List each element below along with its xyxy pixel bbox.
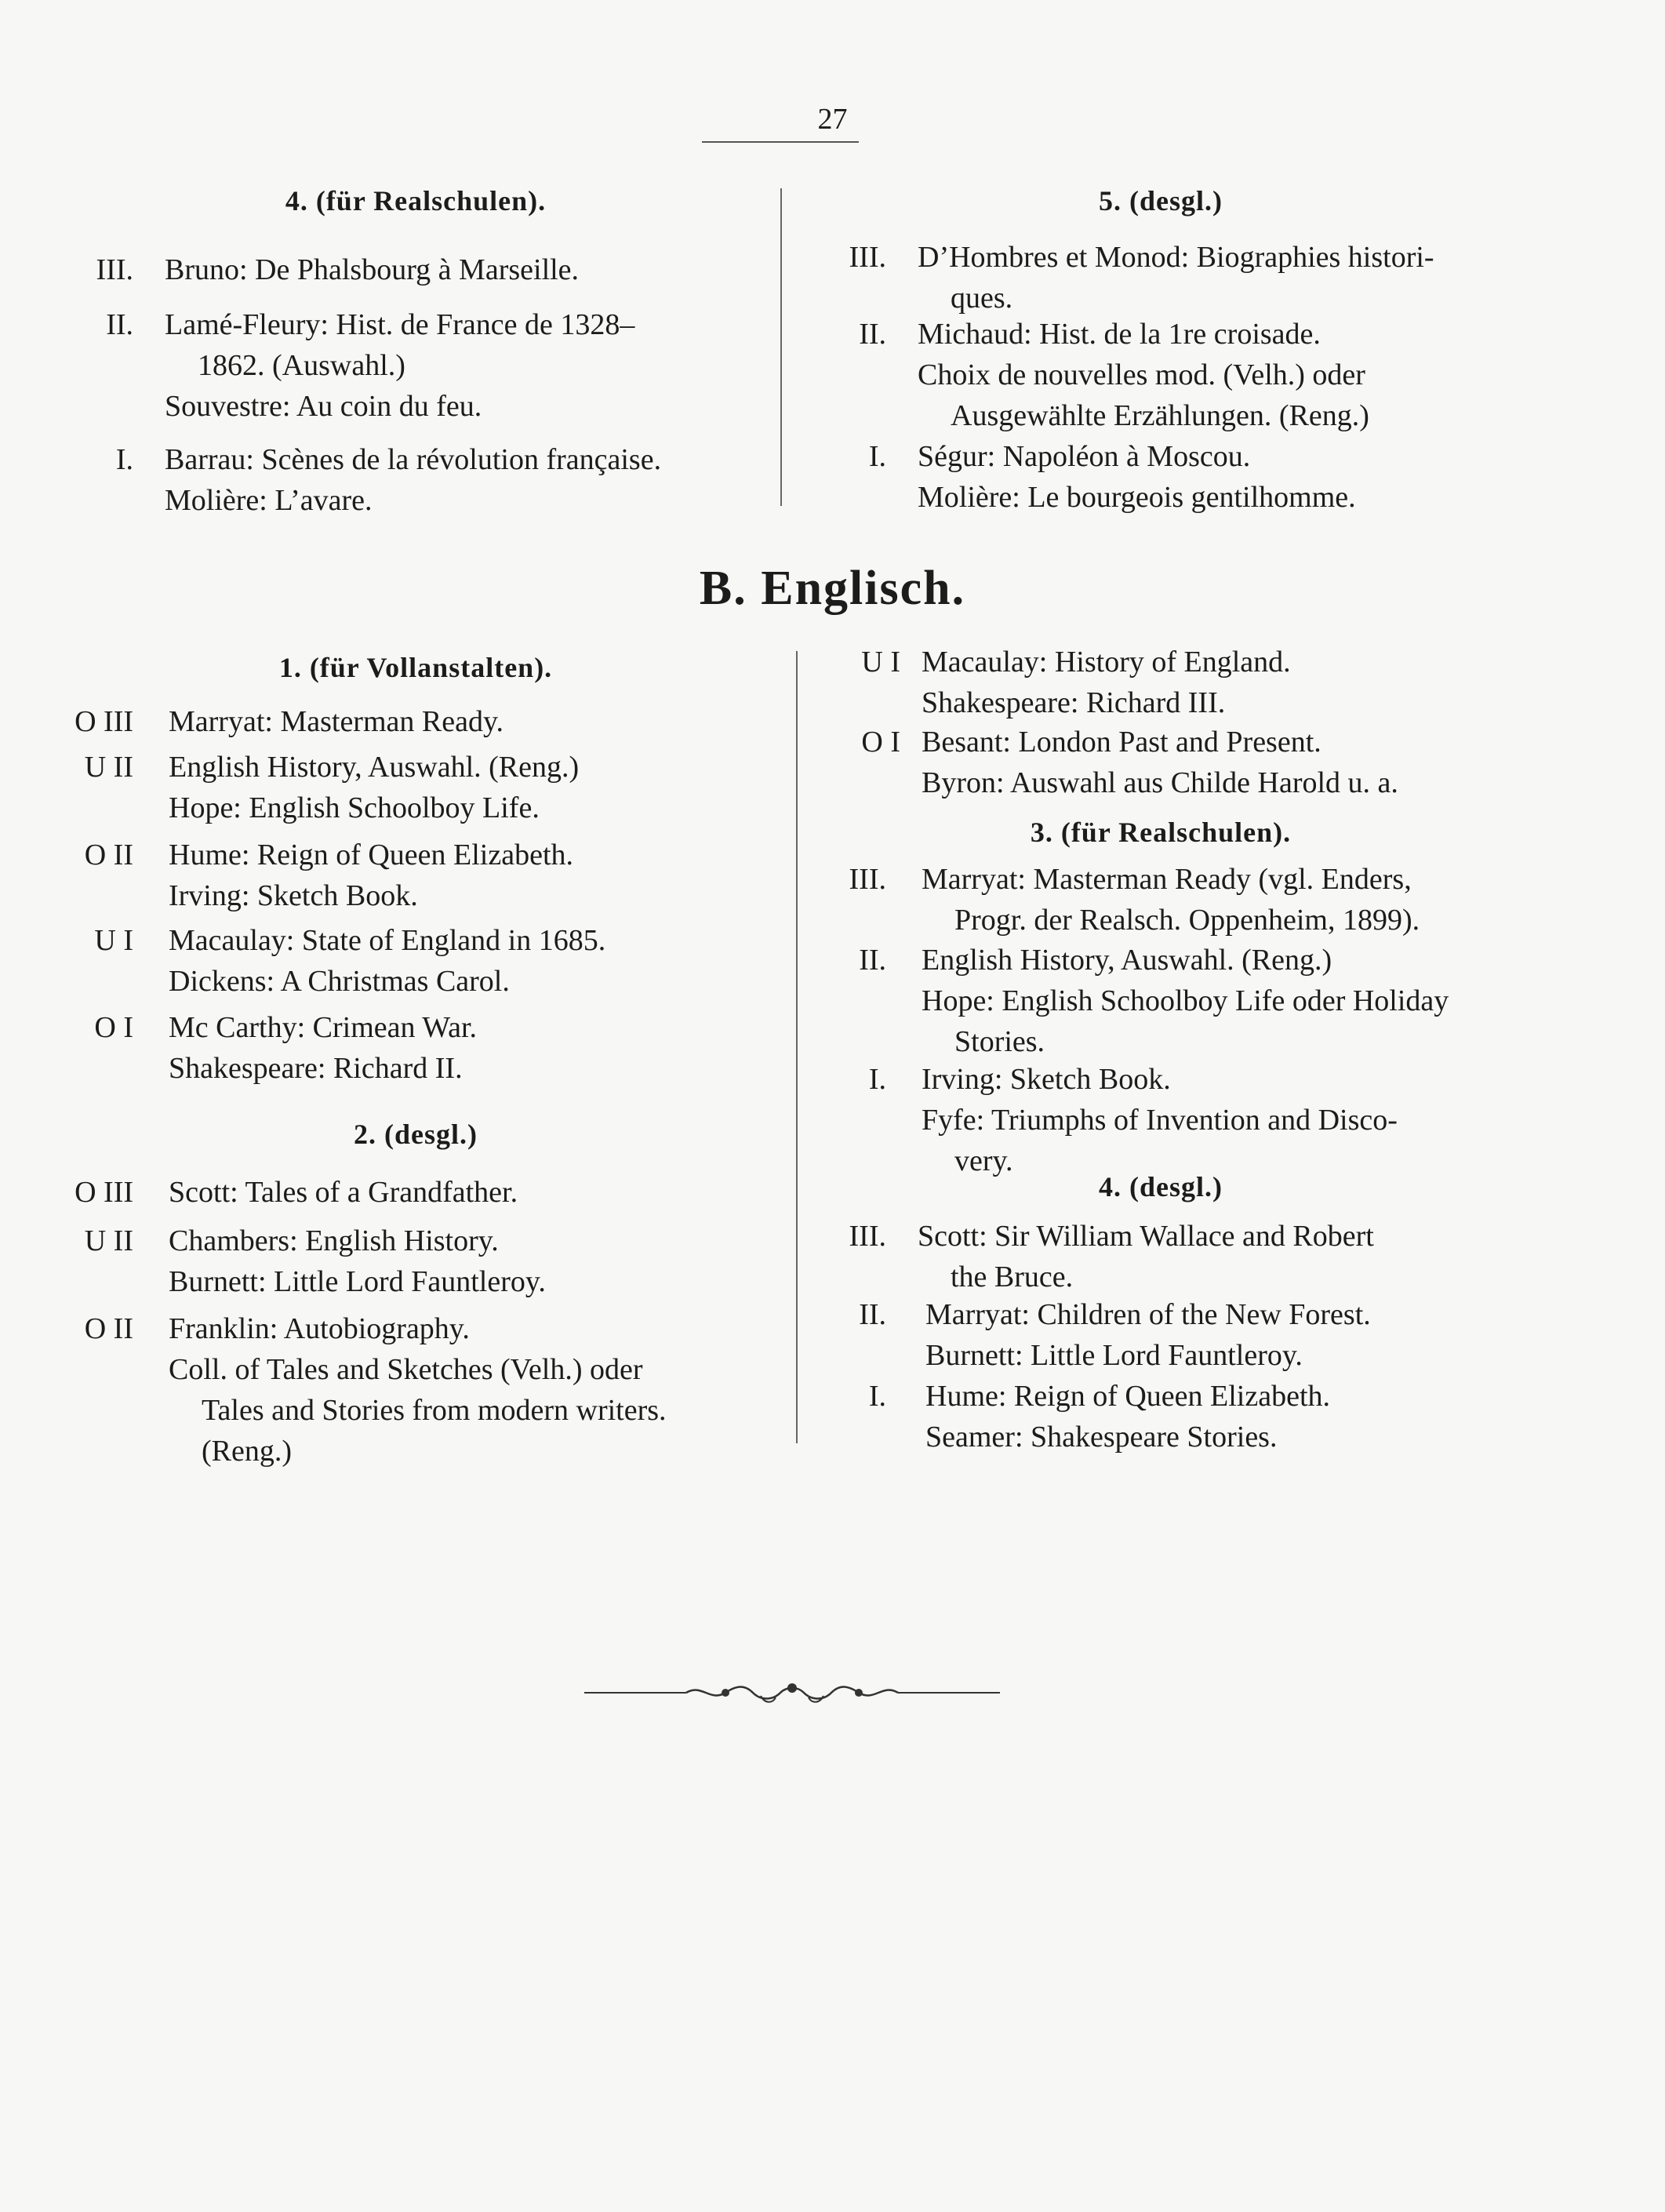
entry-line: Marryat: Masterman Ready (vgl. Enders, xyxy=(922,863,1412,896)
entry-line: Bruno: De Phalsbourg à Marseille. xyxy=(165,253,580,286)
entry-line: Tales and Stories from modern writers. xyxy=(202,1394,667,1427)
entry-line: Choix de nouvelles mod. (Velh.) oder xyxy=(918,358,1365,391)
entry-line: (Reng.) xyxy=(202,1435,293,1468)
entry-line: Hope: English Schoolboy Life. xyxy=(169,791,540,824)
entry-line: Hume: Reign of Queen Elizabeth. xyxy=(925,1380,1331,1413)
entry-line: 1862. (Auswahl.) xyxy=(198,349,405,382)
entry-line: Shakespeare: Richard II. xyxy=(169,1052,463,1085)
entry-line: Fyfe: Triumphs of Invention and Disco- xyxy=(922,1104,1398,1137)
level-label: I. xyxy=(868,1063,886,1096)
level-label: III. xyxy=(849,1220,886,1253)
level-label: U II xyxy=(84,751,133,784)
entry-line: Ségur: Napoléon à Moscou. xyxy=(918,440,1251,473)
column-divider-bottom xyxy=(796,651,798,1443)
heading-french-5: 5. (desgl.) xyxy=(1099,185,1223,216)
entry-line: Burnett: Little Lord Fauntleroy. xyxy=(925,1339,1303,1372)
entry-line: Marryat: Masterman Ready. xyxy=(169,705,503,738)
heading-french-4: 4. (für Realschulen). xyxy=(285,185,547,216)
entry-line: Michaud: Hist. de la 1re croisade. xyxy=(918,318,1321,351)
entry-line: Coll. of Tales and Sketches (Velh.) oder xyxy=(169,1353,643,1386)
page-number-rule xyxy=(702,141,859,143)
entry-line: Hume: Reign of Queen Elizabeth. xyxy=(169,839,574,871)
entry-line: Shakespeare: Richard III. xyxy=(922,686,1226,719)
entry-line: Irving: Sketch Book. xyxy=(169,879,418,912)
level-label: II. xyxy=(106,308,133,341)
entry-line: Besant: London Past and Present. xyxy=(922,726,1321,759)
column-divider-top xyxy=(780,188,782,506)
entry-line: Stories. xyxy=(954,1025,1045,1058)
entry-line: Macaulay: State of England in 1685. xyxy=(169,924,606,957)
section-title: B. Englisch. xyxy=(699,562,966,615)
entry-line: the Bruce. xyxy=(951,1261,1074,1293)
entry-line: Molière: Le bourgeois gentilhomme. xyxy=(918,481,1356,514)
level-label: U I xyxy=(861,646,900,679)
level-label: II. xyxy=(859,1298,886,1331)
level-label: O III xyxy=(75,705,133,738)
entry-line: Mc Carthy: Crimean War. xyxy=(169,1011,478,1044)
entry-line: D’Hombres et Monod: Biographies histori- xyxy=(918,241,1434,274)
level-label: II. xyxy=(859,318,886,351)
level-label: II. xyxy=(859,944,886,977)
heading-english-1: 1. (für Vollanstalten). xyxy=(278,652,553,683)
level-label: O I xyxy=(861,726,900,759)
entry-line: Macaulay: History of England. xyxy=(922,646,1291,679)
level-label: O I xyxy=(94,1011,133,1044)
entry-line: Progr. der Realsch. Oppenheim, 1899). xyxy=(954,904,1420,937)
entry-line: Souvestre: Au coin du feu. xyxy=(165,390,482,423)
entry-line: very. xyxy=(954,1144,1013,1177)
entry-line: ques. xyxy=(951,282,1013,315)
entry-line: Marryat: Children of the New Forest. xyxy=(925,1298,1371,1331)
entry-line: Irving: Sketch Book. xyxy=(922,1063,1171,1096)
level-label: I. xyxy=(868,440,886,473)
entry-line: Scott: Sir William Wallace and Robert xyxy=(918,1220,1374,1253)
level-label: I. xyxy=(115,443,133,476)
level-label: III. xyxy=(849,863,886,896)
level-label: U II xyxy=(84,1224,133,1257)
level-label: III. xyxy=(96,253,133,286)
entry-line: Scott: Tales of a Grandfather. xyxy=(169,1176,518,1209)
ornament-divider-icon xyxy=(584,1669,1000,1716)
entry-line: Barrau: Scènes de la révolution française. xyxy=(165,443,662,476)
level-label: U I xyxy=(94,924,133,957)
level-label: O II xyxy=(84,839,133,871)
entry-line: Dickens: A Christmas Carol. xyxy=(169,965,510,998)
level-label: O III xyxy=(75,1176,133,1209)
level-label: I. xyxy=(868,1380,886,1413)
entry-line: Ausgewählte Erzählungen. (Reng.) xyxy=(951,399,1369,432)
heading-english-3: 3. (für Realschulen). xyxy=(1030,817,1292,848)
entry-line: Seamer: Shakespeare Stories. xyxy=(925,1421,1278,1453)
entry-line: Lamé-Fleury: Hist. de France de 1328– xyxy=(165,308,635,341)
entry-line: Burnett: Little Lord Fauntleroy. xyxy=(169,1265,546,1298)
entry-line: Chambers: English History. xyxy=(169,1224,499,1257)
entry-line: Molière: L’avare. xyxy=(165,484,373,517)
level-label: III. xyxy=(849,241,886,274)
entry-line: English History, Auswahl. (Reng.) xyxy=(922,944,1332,977)
heading-english-2: 2. (desgl.) xyxy=(354,1119,478,1150)
entry-line: English History, Auswahl. (Reng.) xyxy=(169,751,580,784)
entry-line: Byron: Auswahl aus Childe Harold u. a. xyxy=(922,766,1398,799)
entry-line: Hope: English Schoolboy Life oder Holiday xyxy=(922,984,1449,1017)
heading-english-4: 4. (desgl.) xyxy=(1099,1171,1223,1202)
page-number: 27 xyxy=(817,103,848,136)
entry-line: Franklin: Autobiography. xyxy=(169,1312,470,1345)
level-label: O II xyxy=(84,1312,133,1345)
